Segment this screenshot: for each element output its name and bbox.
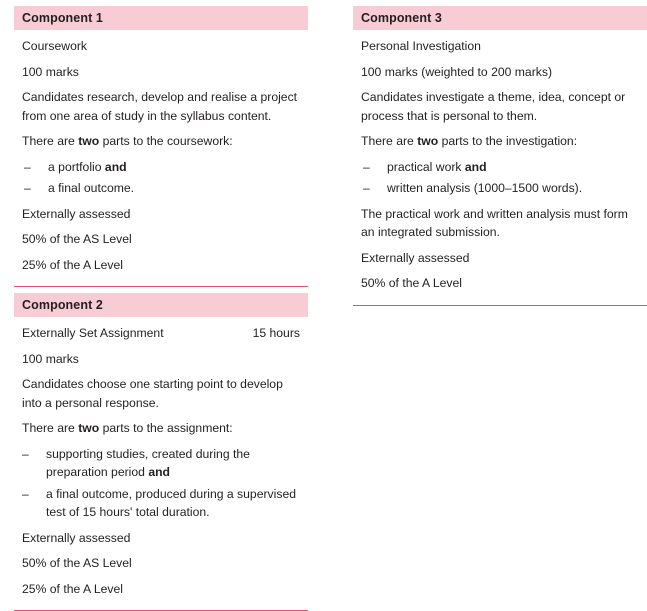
dash-icon: – xyxy=(24,159,31,174)
component-1-weight-a: 25% of the A Level xyxy=(22,257,123,272)
component-3-subtitle: Personal Investigation xyxy=(361,39,481,53)
component-3-footer-rule xyxy=(353,305,647,306)
component-3-parts-intro-after: parts to the investigation: xyxy=(438,134,578,148)
component-1-header xyxy=(14,6,308,30)
component-1-parts-intro-after: parts to the coursework: xyxy=(99,134,233,148)
component-3-weight-as: 50% of the A Level xyxy=(361,276,462,290)
dash-icon: – xyxy=(363,181,370,195)
list-item xyxy=(22,179,300,198)
component-2-body xyxy=(14,317,308,606)
list-item xyxy=(22,158,300,177)
component-3-marks: 100 marks (weighted to 200 marks) xyxy=(361,64,553,79)
component-2-parts-intro-bold: two xyxy=(78,421,100,435)
dash-icon: – xyxy=(24,181,31,195)
component-3-description: Candidates investigate a theme, idea, concept or process that is personal to them. xyxy=(361,90,626,123)
component-2-description: Candidates choose one starting point to develop into a personal response. xyxy=(22,377,283,410)
component-1-weight-as: 50% of the AS Level xyxy=(22,232,132,246)
component-3-body xyxy=(353,30,647,301)
component-3-parts-list xyxy=(361,158,639,198)
component-2-subtitle: Externally Set Assignment xyxy=(22,326,164,340)
component-3-title: Component 3 xyxy=(361,11,442,25)
list-item xyxy=(22,485,300,522)
component-3-card xyxy=(353,6,647,306)
dash-icon: – xyxy=(363,159,370,174)
component-2-parts-list xyxy=(22,445,300,522)
component-1-parts-intro xyxy=(22,132,300,151)
component-3-note: The practical work and written analysis must form an integrated submission. xyxy=(361,206,628,239)
component-2-part-0-bold: and xyxy=(148,465,170,479)
component-2-hours: 15 hours xyxy=(252,326,300,340)
component-2-weight-as: 50% of the AS Level xyxy=(22,556,132,570)
component-1-title: Component 1 xyxy=(22,11,103,25)
component-1-body xyxy=(14,30,308,282)
list-item xyxy=(361,179,639,198)
component-1-part-0-text: a portfolio xyxy=(48,159,105,174)
component-3-parts-intro-before: There are xyxy=(361,134,418,148)
component-3-assessment: Externally assessed xyxy=(361,250,470,265)
component-2-weight-a: 25% of the A Level xyxy=(22,581,123,596)
component-1-card xyxy=(14,6,308,287)
component-1-part-0-bold: and xyxy=(104,159,127,174)
component-2-card xyxy=(14,293,308,611)
component-2-part-1-text: a final outcome, produced during a supervised test of 15 hours' total duration. xyxy=(46,486,296,519)
component-1-assessment: Externally assessed xyxy=(22,206,131,221)
component-1-marks: 100 marks xyxy=(22,64,79,79)
component-2-parts-intro-before: There are xyxy=(22,421,79,435)
component-2-parts-intro xyxy=(22,419,300,438)
component-2-parts-intro-after: parts to the assignment: xyxy=(99,421,233,435)
component-2-part-0-text: supporting studies, created during the preparation period xyxy=(46,446,250,479)
component-1-parts-intro-bold: two xyxy=(78,134,100,148)
dash-icon: – xyxy=(22,446,29,461)
component-1-footer-rule xyxy=(14,286,308,287)
component-2-assessment: Externally assessed xyxy=(22,530,131,545)
component-3-part-0-bold: and xyxy=(464,159,487,174)
component-2-title: Component 2 xyxy=(22,298,103,312)
dash-icon: – xyxy=(22,486,29,501)
component-2-marks: 100 marks xyxy=(22,351,79,366)
component-3-part-0-text: practical work xyxy=(387,159,465,174)
component-2-subtitle-row xyxy=(22,324,300,343)
component-3-part-1-text: written analysis (1000–1500 words). xyxy=(387,181,583,195)
component-1-subtitle: Coursework xyxy=(22,39,88,53)
component-3-parts-intro-bold: two xyxy=(417,134,439,148)
component-1-description: Candidates research, develop and realise a project from one area of study in the syllabus content. xyxy=(22,90,298,123)
list-item xyxy=(361,158,639,177)
component-1-parts-intro-before: There are xyxy=(22,134,79,148)
component-1-parts-list xyxy=(22,158,300,198)
list-item xyxy=(22,445,300,482)
component-3-header xyxy=(353,6,647,30)
component-1-part-1-text: a final outcome. xyxy=(48,181,135,195)
component-2-header xyxy=(14,293,308,317)
component-3-parts-intro xyxy=(361,132,639,151)
